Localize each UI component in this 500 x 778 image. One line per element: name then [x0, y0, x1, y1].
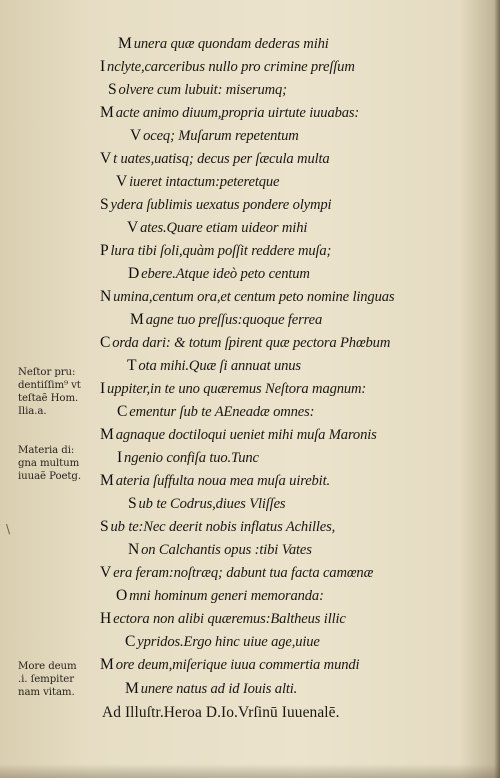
verse-line — [100, 610, 346, 628]
line-text: unera quæ quondam dederas mihi — [133, 36, 329, 52]
line-text: agne tuo preſſus:quoque ferrea — [145, 312, 323, 328]
verse-line — [128, 495, 285, 513]
line-initial: N — [100, 288, 112, 305]
dedication-heading — [102, 704, 340, 722]
line-initial: M — [100, 656, 114, 673]
verse-line — [125, 680, 297, 698]
note-line: nam vitam. — [18, 687, 75, 698]
line-text: ore deum,miſerique iuua commertia mundi — [115, 657, 360, 673]
line-initial: V — [130, 127, 142, 144]
page-edge-shadow — [494, 0, 500, 778]
verse-line — [128, 541, 312, 559]
verse-line — [100, 472, 330, 490]
verse-line — [108, 81, 287, 99]
line-text: t uates,uatisq; decus per ſæcula multa — [113, 151, 330, 167]
line-initial: V — [100, 150, 112, 167]
line-initial: M — [125, 680, 139, 697]
dedication-text: Ad Illuſtr.Heroa D.Io.Vrſinū Iuuenalē. — [102, 704, 340, 721]
page-bottom-shadow — [0, 764, 500, 778]
line-initial: S — [100, 196, 109, 213]
line-initial: M — [130, 311, 144, 328]
line-initial: O — [116, 587, 128, 604]
verse-line — [100, 518, 335, 536]
note-line: .i. ſempiter — [18, 674, 75, 685]
verse-line — [100, 150, 330, 168]
verse-line — [127, 357, 301, 375]
line-initial: V — [100, 564, 112, 581]
marginal-note — [18, 444, 108, 483]
line-text: ydera ſublimis uexatus pondere olympi — [110, 197, 332, 213]
verse-line — [117, 449, 259, 467]
line-initial: D — [128, 265, 140, 282]
line-text: era feram:noſtræq; dabunt tua facta camœnæ — [113, 565, 374, 581]
marginal-note — [18, 660, 108, 699]
verse-line — [100, 656, 359, 674]
line-initial: I — [100, 380, 106, 397]
line-initial: M — [100, 426, 114, 443]
line-initial: N — [128, 541, 140, 558]
line-text: agnaque doctiloqui ueniet mihi muſa Maronis — [115, 427, 377, 443]
marginal-note — [18, 366, 108, 418]
note-line: iuuaẽ Poetg. — [18, 471, 81, 482]
verse-line — [100, 196, 331, 214]
verse-line — [116, 173, 279, 191]
line-text: acte animo diuum,propria uirtute iuuabas: — [115, 105, 360, 121]
verse-line — [118, 35, 329, 53]
line-initial: V — [127, 219, 139, 236]
note-line: teſtaẽ Hom. — [18, 393, 79, 404]
line-text: ementur ſub te AEneadæ omnes: — [129, 404, 315, 420]
line-initial: C — [100, 334, 111, 351]
line-text: uppiter,in te uno quæremus Neſtora magnum: — [107, 381, 367, 397]
note-line: Ilia.a. — [18, 406, 47, 417]
verse-line — [117, 403, 314, 421]
line-text: oceq; Muſarum repetentum — [143, 128, 299, 144]
line-text: unere natus ad id Iouis alti. — [140, 681, 298, 697]
verse-line — [128, 265, 310, 283]
verse-line — [100, 564, 373, 582]
line-text: orda dari: & totum ſpirent quæ pectora Phœbum — [112, 335, 391, 351]
verse-line — [130, 311, 322, 329]
line-text: lura tibi ſoli,quàm poſſit reddere muſa; — [110, 243, 332, 259]
verse-line — [100, 242, 331, 260]
line-text: ates.Quare etiam uideor mihi — [140, 220, 308, 236]
line-initial: H — [100, 610, 112, 627]
line-initial: S — [100, 518, 109, 535]
line-initial: P — [100, 242, 109, 259]
line-initial: M — [100, 472, 114, 489]
line-initial: V — [116, 173, 128, 190]
note-line: gna multum — [18, 458, 80, 469]
verse-line — [100, 380, 366, 398]
line-text: ectora non alibi quæremus:Baltheus illic — [113, 611, 346, 627]
line-text: ota mihi.Quæ ſi annuat unus — [138, 358, 301, 374]
line-initial: M — [118, 35, 132, 52]
line-text: ypridos.Ergo hinc uiue age,uiue — [137, 634, 320, 650]
verse-line — [100, 334, 390, 352]
note-line: Neſtor pru: — [18, 367, 76, 378]
note-line: Materia di: — [18, 445, 75, 456]
line-text: umina,centum ora,et centum peto nomine linguas — [113, 289, 395, 305]
verse-line — [100, 426, 377, 444]
note-line: dentiſſim⁹ vt — [18, 380, 81, 391]
verse-line — [100, 58, 355, 76]
line-text: mni hominum generi memoranda: — [129, 588, 324, 604]
verse-line — [116, 587, 324, 605]
note-line: More deum — [18, 661, 77, 672]
line-initial: C — [125, 633, 136, 650]
line-initial: M — [100, 104, 114, 121]
line-initial: C — [117, 403, 128, 420]
line-initial: T — [127, 357, 137, 374]
verse-line — [125, 633, 320, 651]
line-text: on Calchantis opus :tibi Vates — [141, 542, 312, 558]
verse-line — [130, 127, 299, 145]
line-text: nclyte,carceribus nullo pro crimine preſſum — [107, 59, 355, 75]
line-initial: S — [128, 495, 137, 512]
line-initial: S — [108, 81, 117, 98]
page-fold-mark: \ — [6, 522, 11, 536]
line-text: ateria ſuffulta noua mea muſa uirebit. — [115, 473, 330, 489]
line-initial: I — [100, 58, 106, 75]
line-text: ub te:Nec deerit nobis inflatus Achilles, — [110, 519, 336, 535]
verse-line — [100, 288, 394, 306]
line-initial: I — [117, 449, 123, 466]
line-text: ebere.Atque ideò peto centum — [141, 266, 310, 282]
line-text: ngenio confiſa tuo.Tunc — [124, 450, 259, 466]
line-text: olvere cum lubuit: miserumq; — [118, 82, 287, 98]
line-text: iueret intactum:peteretque — [129, 174, 280, 190]
line-text: ub te Codrus,diues Vliſſes — [138, 496, 286, 512]
verse-line — [100, 104, 359, 122]
verse-line — [127, 219, 307, 237]
